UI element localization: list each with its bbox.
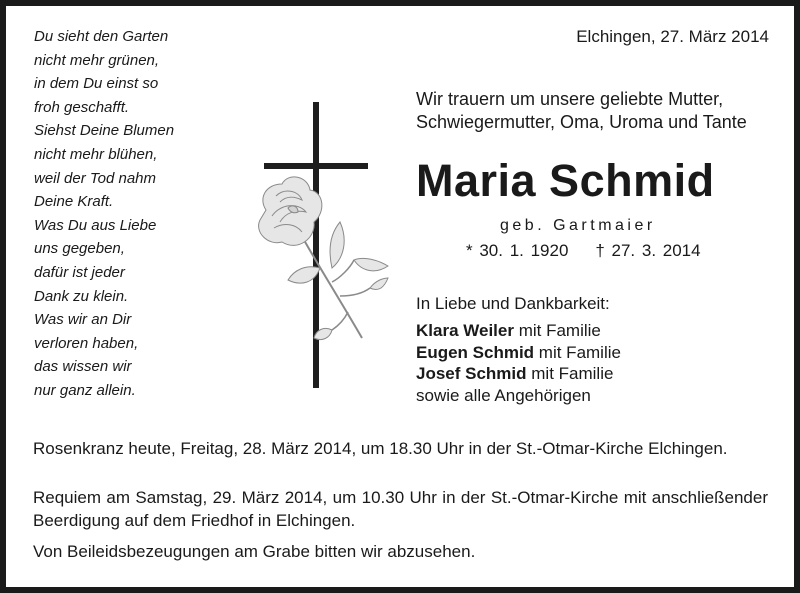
thanks-intro: In Liebe und Dankbarkeit: [416,294,610,313]
condolences-note: Von Beileidsbezeugungen am Grabe bitten wir abzusehen. [33,542,476,561]
requiem-announcement: Requiem am Samstag, 29. März 2014, um 10.30 Uhr in der St.-Otmar-Kirche mit anschließender Beerdigung auf dem Friedhof in Elchingen. [33,488,768,530]
poem-line: uns gegeben, [34,240,125,258]
poem-line: in dem Du einst so [34,75,159,93]
rosary-announcement: Rosenkranz heute, Freitag, 28. März 2014, um 18.30 Uhr in der St.-Otmar-Kirche Elchingen. [33,439,728,458]
poem-line: Du sieht den Garten [34,28,169,45]
life-dates [466,241,701,261]
mourner-name: Josef Schmid [416,364,527,383]
intro-line: Wir trauern um unsere geliebte Mutter, [416,89,724,109]
cross-icon [264,102,368,388]
poem-line: Dank zu klein. [34,287,129,305]
mourner-entry [416,320,621,342]
mourners-list [416,320,621,406]
poem-line: Was wir an Dir [34,311,132,329]
intro-line: Schwiegermutter, Oma, Uroma und Tante [416,112,747,132]
poem-line: das wissen wir [34,358,132,376]
poem-line: froh geschafft. [34,98,130,116]
poem-line: Was Du aus Liebe [34,216,157,234]
mourning-intro [416,88,747,134]
poem-line: nicht mehr blühen, [34,145,158,163]
mourner-suffix: mit Familie [513,321,601,340]
mourner-suffix: mit Familie [526,364,614,383]
mourner-suffix: mit Familie [534,342,621,362]
mourner-name: Klara Weiler [416,321,514,340]
deceased-name: Maria Schmid [416,155,715,206]
place-date: Elchingen, 27. März 2014 [576,27,769,46]
mourner-entry [416,342,621,364]
cross-and-rose-icon [236,100,396,395]
rose-icon [259,177,388,340]
death-date: † 27. 3. 2014 [595,241,701,260]
poem-line: nicht mehr grünen, [34,51,160,69]
poem-line: dafür ist jeder [34,263,125,281]
poem-line: verloren haben, [34,334,139,352]
poem-line: Siehst Deine Blumen [34,122,175,140]
poem-line: weil der Tod nahm [34,169,157,187]
birth-date: * 30. 1. 1920 [466,241,569,260]
poem-line: Deine Kraft. [34,193,114,211]
maiden-name: geb. Gartmaier [500,217,656,234]
mourner-name: Eugen Schmid [416,342,535,362]
other-mourners: sowie alle Angehörigen [416,385,591,405]
poem [34,25,174,403]
mourner-entry [416,363,621,385]
poem-line: nur ganz allein. [34,381,136,399]
